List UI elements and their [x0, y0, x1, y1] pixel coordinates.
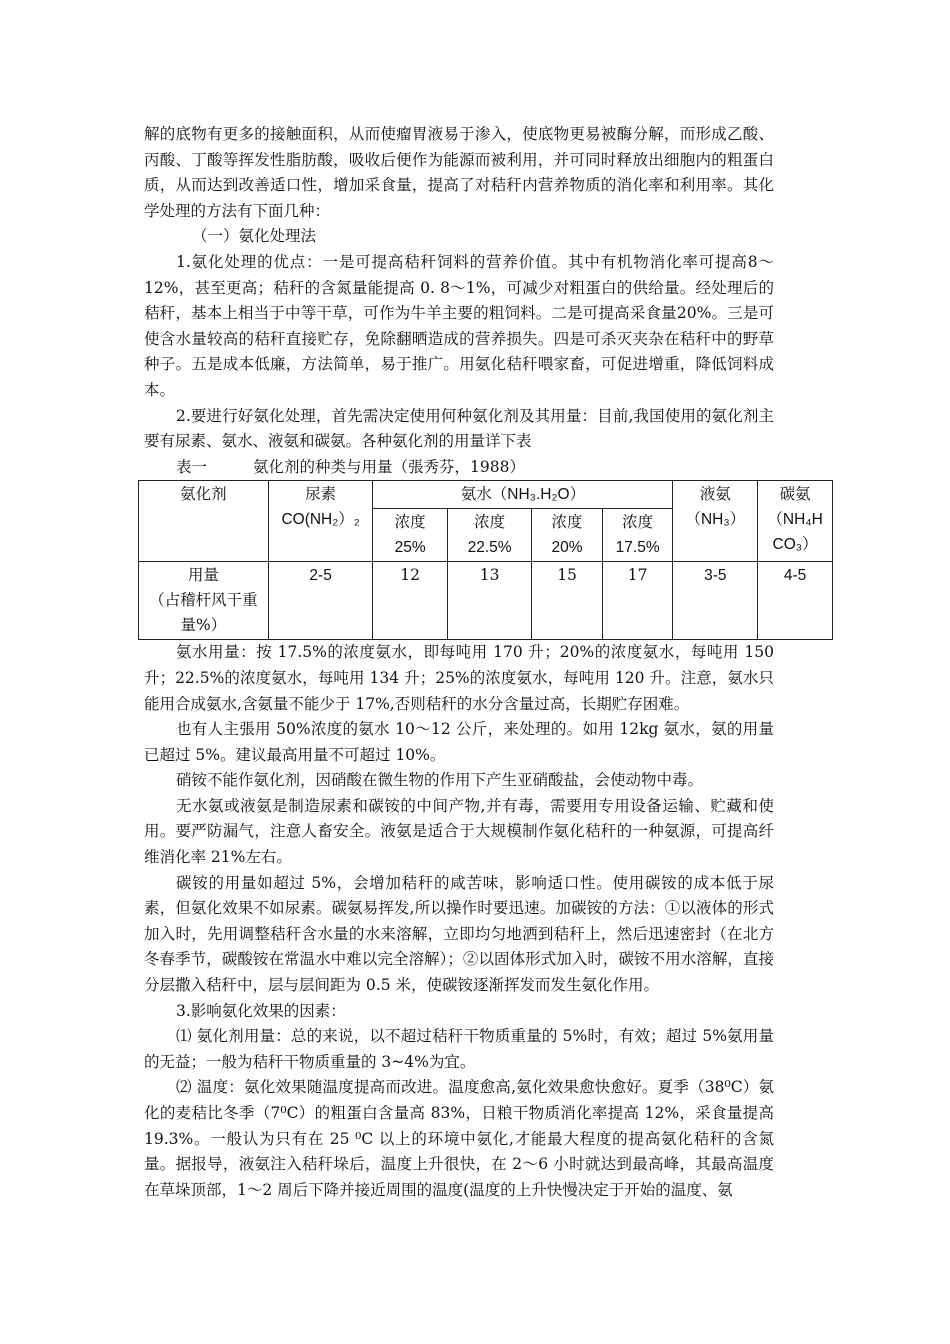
section-heading-factors: 3.影响氨化效果的因素：: [176, 1001, 346, 1020]
paragraph-agent-dosage: ⑴ 氨化剂用量：总的来说，以不超过秸秆干物质重量的 5%时，有效；超过 5%氨用量的无益；一般为秸秆干物质重量的 3~4%为宜。: [144, 1027, 774, 1071]
paragraph-advantages: 1.氨化处理的优点：一是可提高秸秆饲料的营养价值。其中有机物消化率可提高8～12%，甚至更高；秸秆的含氮量能提高 0. 8～1%，可减少对粗蛋白的供给量。经处理后的秸秆，基本上相当于中等干草，可作为牛羊主要的粗饲料。二是可提高采食量20%。三是可使含水量较高的秸秆直接贮存，免除翻晒造成的营养损失。四是可杀灭夹杂在秸秆中的野草种子。五是成本低廉，方法简单，易于推广。用氨化秸秆喂家畜，可促进增重，降低饲料成本。: [144, 252, 774, 399]
paragraph-temperature: ⑵ 温度：氨化效果随温度提高而改进。温度愈高,氨化效果愈快愈好。夏季（38⁰C）氨化的麦秸比冬季（7⁰C）的粗蛋白含量高 83%，日粮干物质消化率提高 12%，采食量提高 19.3%。一般认为只有在 25 ⁰C 以上的环境中氨化,才能最大程度的提高氨化秸秆的含氮量。据报导，液氨注入秸秆垛后，温度上升很快，在 2～6 小时就达到最高峰，其最高温度在草垛顶部，1～2 周后下降并接近周围的温度(温度的上升快慢决定于开始的温度、氨: [144, 1078, 774, 1199]
concentration-cell: 浓度 17.5%: [602, 509, 673, 562]
document-page: [144, 122, 823, 1203]
urea-amount: 2-5: [268, 562, 373, 640]
ammonia-amount: 15: [532, 562, 602, 640]
ammonia-amount: 13: [447, 562, 531, 640]
paragraph-fifty-percent: 也有人主張用 50%浓度的氨水 10～12 公斤，来处理的。如用 12kg 氨水，氨的用量已超过 5%。建议最高用量不可超过 10%。: [144, 720, 774, 764]
table-amount-row: [139, 562, 833, 640]
paragraph-intro: 解的底物有更多的接触面积，从而使瘤胃液易于渗入，使底物更易被酶分解，而形成乙酸、丙酸、丁酸等挥发性脂肪酸，吸收后便作为能源而被利用，并可同时释放出细胞内的粗蛋白质，从而达到改善适口性，增加采食量，提高了对秸秆内营养物质的消化率和利用率。其化学处理的方法有下面几种：: [144, 125, 774, 220]
amount-row-label: 用量 （占稽杆风干重 量%）: [139, 562, 269, 640]
table-caption-label: 表一: [176, 457, 208, 476]
paragraph-liquid-ammonia: 无水氨或液氨是制造尿素和碳铵的中间产物,并有毒，需要用专用设备运输、贮藏和使用。要严防漏气，注意人畜安全。液氨是适合于大规模制作氨化秸秆的一种氨源，可提高纤维消化率 21%左右。: [144, 796, 774, 867]
concentration-cell: 浓度 25%: [373, 509, 447, 562]
header-ammonium-bicarbonate: 碳氨 （NH₄H CO₃）: [758, 481, 833, 562]
ammonia-amount: 12: [373, 562, 447, 640]
ammonia-amount: 17: [602, 562, 673, 640]
header-liquid-ammonia: 液氨 （NH₃）: [673, 481, 758, 562]
liquid-ammonia-amount: 3-5: [673, 562, 758, 640]
table-header-row: [139, 481, 833, 509]
header-urea: 尿素 CO(NH₂）₂: [268, 481, 373, 562]
paragraph-ammonium-bicarbonate: 碳铵的用量如超过 5%，会增加秸秆的咸苦味，影响适口性。使用碳铵的成本低于尿素，但氨化效果不如尿素。碳氨易挥发,所以操作时要迅速。加碳铵的方法：①以液体的形式加入时，先用调整秸秆含水量的水来溶解，立即均匀地洒到秸秆上，然后迅速密封（在北方冬春季节，碳酸铵在常温水中难以完全溶解）；②以固体形式加入时，碳铵不用水溶解，直接分层撒入秸秆中，层与层间距为 0.5 米，使碳铵逐渐挥发而发生氨化作用。: [144, 873, 774, 995]
section-heading-ammoniation: （一）氨化处理法: [192, 227, 317, 246]
ammoniating-agent-table: [138, 480, 833, 640]
header-agent: 氨化剂: [139, 481, 269, 562]
paragraph-ammonia-water: 氨水用量：按 17.5%的浓度氨水，即每吨用 170 升；20%的浓度氨水，每吨用 150 升；22.5%的浓度氨水，每吨用 134 升；25%的浓度氨水，每吨用 120 升。注意，氨水只能用合成氨水,含氨量不能少于 17%,否则秸秆的水分含量过高，长期贮存困难。: [144, 643, 774, 713]
table-caption: [144, 455, 774, 481]
paragraph-agents: 2.要进行好氨化处理，首先需决定使用何种氨化剂及其用量：目前,我国使用的氨化剂主要有尿素、氨水、液氨和碳氨。各种氨化剂的用量详下表: [144, 406, 774, 451]
concentration-cell: 浓度 20%: [532, 509, 602, 562]
table-caption-title: 氨化剂的种类与用量（張秀芬，1988）: [253, 457, 525, 476]
concentration-cell: 浓度 22.5%: [447, 509, 531, 562]
ammonium-bicarbonate-amount: 4-5: [758, 562, 833, 640]
header-ammonia-water: 氨水（NH₃.H₂O）: [373, 481, 673, 509]
paragraph-ammonium-nitrate: 硝铵不能作氨化剂，因硝酸在微生物的作用下产生亚硝酸盐，会使动物中毒。: [176, 771, 704, 790]
